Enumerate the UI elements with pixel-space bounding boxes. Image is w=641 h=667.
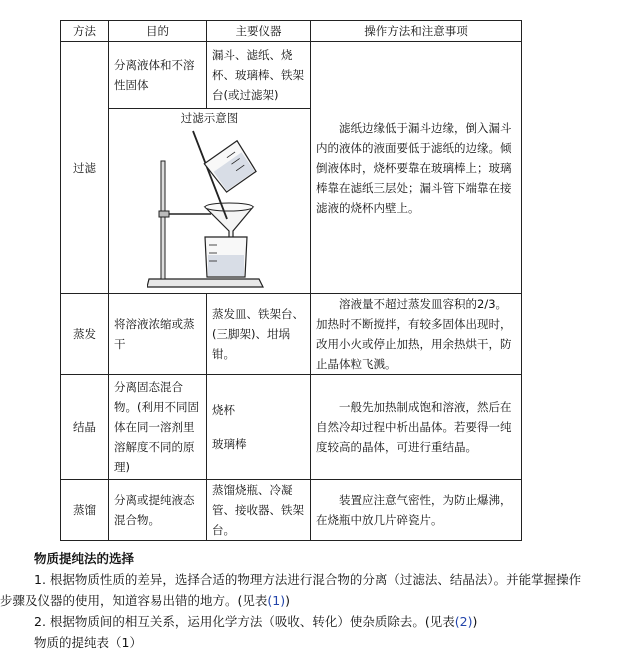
notes-crystallization: 一般先加热制成饱和溶液，然后在自然冷却过程中析出晶体。若要得一纯度较高的晶体，可进行重结晶。 (311, 375, 522, 480)
table-header-row (61, 21, 522, 42)
funnel-rim (205, 203, 253, 211)
section-title: 物质提纯法的选择 (34, 551, 135, 566)
stand-rod (161, 161, 165, 279)
table-row-evaporation (61, 294, 522, 375)
purpose-filtration: 分离液体和不溶性固体 (109, 42, 207, 109)
table-row-crystallization (61, 375, 522, 480)
clamp (159, 211, 169, 217)
instruments-crystallization (207, 375, 311, 480)
pouring-beaker (204, 141, 257, 193)
table-row-distillation (61, 480, 522, 541)
instrument-beaker: 烧杯 (212, 403, 235, 417)
filtration-figure-cell (109, 109, 311, 294)
instruments-filtration: 漏斗、滤纸、烧杯、玻璃棒、铁架台(或过滤架) (207, 42, 311, 109)
instrument-glass-rod: 玻璃棒 (212, 437, 247, 451)
notes-evaporation: 溶液量不超过蒸发皿容积的2/3。加热时不断搅拌，有较多固体出现时，改用小火或停止加热，用余热烘干，防止晶体粒飞溅。 (311, 294, 522, 375)
instruments-distillation: 蒸馏烧瓶、冷凝管、接收器、铁架台。 (207, 480, 311, 541)
item-1-continued: 步骤及仪器的使用，知道容易出错的地方。(见表(1)) (0, 593, 290, 608)
method-evaporation: 蒸发 (61, 294, 109, 375)
stand-base (147, 279, 263, 287)
table-label: 物质的提纯表（1） (34, 635, 142, 650)
filtration-apparatus-illustration (147, 127, 267, 291)
figure-caption: 过滤示意图 (180, 111, 239, 125)
table-ref-1[interactable]: (1) (267, 593, 286, 608)
purpose-evaporation: 将溶液浓缩或蒸干 (109, 294, 207, 375)
item-2: 2. 根据物质间的相互关系，运用化学方法（吸收、转化）使杂质除去。(见表(2)) (34, 614, 478, 629)
method-distillation: 蒸馏 (61, 480, 109, 541)
filtrate (208, 255, 244, 276)
item-1: 1. 根据物质性质的差异，选择合适的物理方法进行混合物的分离（过滤法、结晶法）。并能掌握操作 (34, 572, 582, 587)
purification-section (0, 548, 641, 653)
filtration-diagram (109, 127, 310, 293)
header-purpose: 目的 (109, 21, 207, 42)
instruments-evaporation: 蒸发皿、铁架台、(三脚架)、坩埚钳。 (207, 294, 311, 375)
method-filtration: 过滤 (61, 42, 109, 294)
purpose-distillation: 分离或提纯液态混合物。 (109, 480, 207, 541)
notes-distillation: 装置应注意气密性，为防止爆沸，在烧瓶中放几片碎瓷片。 (311, 480, 522, 541)
header-instruments: 主要仪器 (207, 21, 311, 42)
separation-methods-table (60, 20, 522, 541)
table-ref-2[interactable]: (2) (454, 614, 473, 629)
table-row-filtration (61, 42, 522, 109)
method-crystallization: 结晶 (61, 375, 109, 480)
header-method: 方法 (61, 21, 109, 42)
notes-filtration: 滤纸边缘低于漏斗边缘，倒入漏斗内的液体的液面要低于滤纸的边缘。倾倒液体时，烧杯要靠在玻璃棒上；玻璃棒靠在滤纸三层处；漏斗管下端靠在接滤液的烧杯内壁上。 (311, 42, 522, 294)
header-notes: 操作方法和注意事项 (311, 21, 522, 42)
purpose-crystallization: 分离固态混合物。(利用不同固体在同一溶剂里溶解度不同的原理) (109, 375, 207, 480)
